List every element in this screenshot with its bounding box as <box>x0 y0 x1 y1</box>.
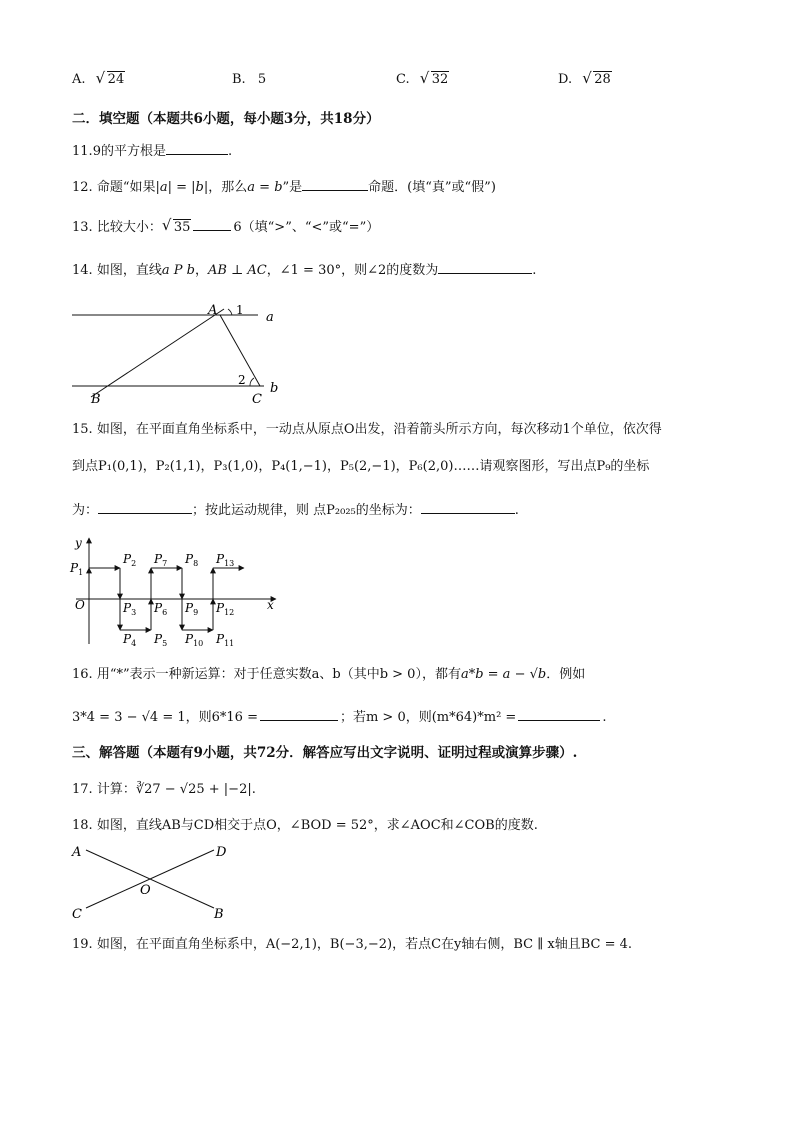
q15-line1: 如图，在平面直角坐标系中，一动点从原点O出发，沿着箭头所示方向，每次移动1个单位，依次得 <box>96 422 662 437</box>
question-12 <box>72 177 496 197</box>
point-label-p10: $P_{10}$ <box>185 632 204 648</box>
q12-part4: 命题．(填“真”或“假”) <box>368 180 496 195</box>
point-label-p7: $P_7$ <box>154 552 168 568</box>
q16-answer-blank-1[interactable] <box>260 707 338 721</box>
question-15-line-1 <box>72 421 662 439</box>
question-13 <box>72 217 379 237</box>
q11-end: . <box>227 144 233 159</box>
q19-text: 如图，在平面直角坐标系中，A(−2,1)，B(−3,−2)，若点C在y轴右侧，BC ∥ x轴且BC = 4. <box>96 937 633 952</box>
option-c-radical: √ 32 <box>419 69 449 87</box>
point-c-label: C <box>72 907 82 922</box>
question-18 <box>72 817 538 835</box>
q12-expr: a = b <box>247 180 283 195</box>
figure-18 <box>66 840 246 922</box>
q12-number: 12. <box>72 180 93 195</box>
line-a-label: a <box>266 310 274 325</box>
q19-number: 19. <box>72 937 93 952</box>
q14-expr1: a P b <box>161 263 195 278</box>
segment-ab <box>91 309 224 397</box>
q14-part2: ， <box>194 263 208 278</box>
q15-line3b: ；按此运动规律，则 点P₂₀₂₅的坐标为： <box>192 503 421 518</box>
q12-part3: ”是 <box>282 180 303 195</box>
line-b-label: b <box>270 381 279 396</box>
angle-2-label: 2 <box>238 373 246 387</box>
point-label-p2: $P_2$ <box>123 552 137 568</box>
figure-15 <box>66 532 286 650</box>
q12-part2: ，那么 <box>208 180 248 195</box>
option-d-radical: √ 28 <box>582 69 611 87</box>
origin-label: O <box>75 598 85 612</box>
point-label-p5: $P_5$ <box>154 632 168 648</box>
q13-radicand: 35 <box>173 220 191 235</box>
q13-part2: 6（填“>”、“<”或“=”） <box>233 220 380 235</box>
option-a <box>72 69 125 87</box>
option-d <box>558 69 612 87</box>
point-a-label: A <box>72 845 82 860</box>
option-b-value: 5 <box>257 72 267 87</box>
point-label-p8: $P_8$ <box>185 552 199 568</box>
q15-number: 15. <box>72 422 93 437</box>
q14-answer-blank[interactable] <box>438 260 532 274</box>
q14-expr2: AB ⊥ AC <box>207 263 267 278</box>
point-label-p1: $P_1$ <box>70 561 84 577</box>
q16-line2d: . <box>602 710 607 725</box>
q15-line2: 到点P₁(0,1)，P₂(1,1)，P₃(1,0)，P₄(1,−1)，P₅(2,−1)，P₆(2,0)……请观察图形，写出点P₉的坐标 <box>72 459 650 474</box>
q13-part1: 比较大小： <box>96 220 162 235</box>
point-label-p9: $P_9$ <box>185 601 199 617</box>
point-label-p3: $P_3$ <box>123 601 137 617</box>
question-17 <box>72 781 256 799</box>
option-c <box>396 69 449 87</box>
q15-line3a: 为： <box>72 503 99 518</box>
x-axis-label: x <box>267 598 274 612</box>
q14-part4: ，则∠2的度数为 <box>341 263 439 278</box>
q12-abs-a: |a| <box>155 180 172 195</box>
q15-answer-blank-2[interactable] <box>421 500 515 514</box>
q13-radical: √ 35 <box>161 216 191 235</box>
option-a-value: 24 <box>107 72 125 87</box>
q17-text: 计算：∛27 − √25 + |−2|. <box>96 782 256 797</box>
q16-answer-blank-2[interactable] <box>518 707 600 721</box>
q15-line3c: . <box>514 503 519 518</box>
point-o-label: O <box>140 883 151 898</box>
q15-answer-blank-1[interactable] <box>98 500 192 514</box>
q16-number: 16. <box>72 667 93 682</box>
q11-answer-blank[interactable] <box>166 141 228 155</box>
point-c-label: C <box>252 392 262 407</box>
q11-number: 11. <box>72 144 93 159</box>
question-19 <box>72 936 632 954</box>
q11-text: 9的平方根是 <box>92 144 166 159</box>
point-b-label: B <box>214 907 224 922</box>
question-16-line-2 <box>72 707 606 727</box>
option-c-value: 32 <box>431 72 449 87</box>
question-16-line-1 <box>72 666 585 684</box>
q12-abs-b: |b| <box>191 180 209 195</box>
q16-line1a: 用“*”表示一种新运算：对于任意实数 <box>96 667 312 682</box>
angle-1-arc <box>228 309 232 315</box>
angle-2-arc <box>250 378 254 386</box>
question-15-line-3 <box>72 500 519 520</box>
option-b <box>232 72 266 87</box>
q12-part1: 命题“如果 <box>96 180 156 195</box>
angle-1-label: 1 <box>236 303 244 317</box>
point-label-p6: $P_6$ <box>154 601 168 617</box>
q18-text: 如图，直线AB与CD相交于点O，∠BOD = 52°，求∠AOC和∠COB的度数. <box>96 818 538 833</box>
q14-expr3: ∠1 = 30° <box>279 263 342 278</box>
q16-line2a: 3*4 = 3 − √4 = 1 <box>72 710 186 725</box>
q14-number: 14. <box>72 263 93 278</box>
q14-part5: . <box>532 263 537 278</box>
q16-line1-expr: a*b = a − √b <box>460 667 547 682</box>
q16-line1b: a、b（其中b > 0），都有 <box>311 667 461 682</box>
option-a-radical: √ 24 <box>95 69 125 87</box>
q16-line1c: ．例如 <box>546 667 586 682</box>
q14-part3: ， <box>266 263 280 278</box>
q16-line2b: ，则6*16 = <box>185 710 258 725</box>
q18-number: 18. <box>72 818 93 833</box>
point-labels <box>69 552 234 648</box>
q16-line2c: ；若m > 0，则(m*64)*m² = <box>339 710 517 725</box>
option-a-label: A. <box>72 72 86 87</box>
option-c-label: C. <box>396 72 410 87</box>
option-d-label: D. <box>558 72 573 87</box>
question-11 <box>72 141 232 161</box>
option-b-label: B. <box>232 72 246 87</box>
section-2-title: 二．填空题（本题共6小题，每小题3分，共18分） <box>72 111 380 127</box>
question-14 <box>72 260 536 280</box>
q13-answer-blank[interactable] <box>193 217 231 231</box>
y-axis-label: y <box>75 536 82 550</box>
point-d-label: D <box>216 845 227 860</box>
option-d-value: 28 <box>594 72 611 87</box>
section-3-title: 三、解答题（本题有9小题，共72分．解答应写出文字说明、证明过程或演算步骤）. <box>72 745 578 761</box>
point-label-p13: $P_{13}$ <box>216 552 235 568</box>
point-label-p4: $P_4$ <box>123 632 137 648</box>
q13-number: 13. <box>72 220 93 235</box>
q17-number: 17. <box>72 782 93 797</box>
figure-14 <box>66 296 286 408</box>
q14-part1: 如图，直线 <box>96 263 162 278</box>
point-label-p11: $P_{11}$ <box>216 632 235 648</box>
q12-eq: = <box>172 180 192 195</box>
q12-answer-blank[interactable] <box>302 177 368 191</box>
point-a-label: A <box>208 303 218 318</box>
question-15-line-2 <box>72 458 649 476</box>
point-b-label: B <box>91 392 101 407</box>
point-label-p12: $P_{12}$ <box>216 601 235 617</box>
